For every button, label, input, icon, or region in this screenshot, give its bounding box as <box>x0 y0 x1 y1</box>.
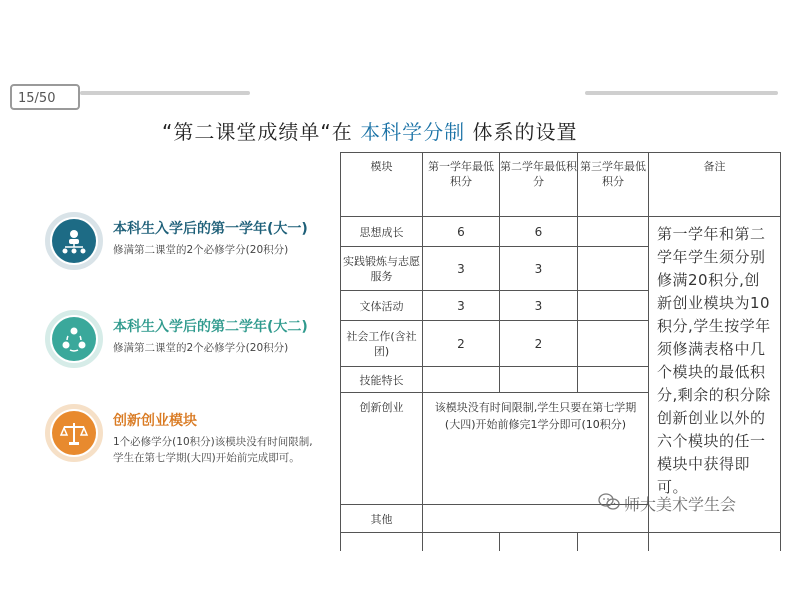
table-row <box>341 217 781 247</box>
row-year2: 3 <box>500 291 578 321</box>
header-year3: 第三学年最低积分 <box>578 153 649 217</box>
balance-scale-icon <box>45 404 103 462</box>
table-row <box>341 533 781 551</box>
watermark-text: 师大美术学生会 <box>624 495 737 514</box>
row-year3 <box>578 533 649 551</box>
row-year3 <box>578 291 649 321</box>
row-module <box>341 533 423 551</box>
innovation-text: 该模块没有时间限制,学生只要在第七学期(大四)开始前修完1学分即可(10积分) <box>423 393 649 505</box>
row-module: 社会工作(含社团) <box>341 321 423 367</box>
first-year-title: 本科生入学后的第一学年(大一) <box>113 221 308 237</box>
row-year1: 6 <box>423 217 500 247</box>
innovation-title: 创新创业模块 <box>113 413 197 429</box>
title-prefix: “第二课堂成绩单“在 <box>162 120 361 144</box>
innovation-module: 创新创业 <box>341 393 423 505</box>
row-year3 <box>578 321 649 367</box>
table-header-row <box>341 153 781 217</box>
row-module: 技能特长 <box>341 367 423 393</box>
page-counter: 15/50 <box>10 84 80 110</box>
row-module: 思想成长 <box>341 217 423 247</box>
row-year1: 3 <box>423 247 500 291</box>
header-rule-left <box>80 91 250 95</box>
wechat-icon <box>598 493 620 515</box>
row-year2 <box>500 533 578 551</box>
row-year1 <box>423 367 500 393</box>
row-notes <box>649 533 781 551</box>
second-year-desc: 修满第二课堂的2个必修学分(20积分) <box>113 342 289 354</box>
other-module: 其他 <box>341 505 423 533</box>
row-year3 <box>578 217 649 247</box>
row-module: 文体活动 <box>341 291 423 321</box>
row-year2 <box>500 367 578 393</box>
row-year3 <box>578 247 649 291</box>
row-year1: 2 <box>423 321 500 367</box>
row-year2: 6 <box>500 217 578 247</box>
header-module: 模块 <box>341 153 423 217</box>
watermark <box>598 492 736 515</box>
innovation-desc: 1个必修学分(10积分)该模块没有时间限制,学生在第七学期(大四)开始前完成即可。 <box>113 436 313 464</box>
notes-cell: 第一学年和第二学年学生须分别修满20积分,创新创业模块为10积分,学生按学年须修满表格中几个模块的最低积分,剩余的积分除创新创业以外的六个模块的任一模块中获得即可。 <box>649 217 781 533</box>
row-year1 <box>423 533 500 551</box>
people-network-icon <box>45 212 103 270</box>
header-notes: 备注 <box>649 153 781 217</box>
row-year2: 3 <box>500 247 578 291</box>
first-year-desc: 修满第二课堂的2个必修学分(20积分) <box>113 244 289 256</box>
team-cycle-icon <box>45 310 103 368</box>
row-module: 实践锻炼与志愿服务 <box>341 247 423 291</box>
title-suffix: 体系的设置 <box>465 120 578 144</box>
slide-title <box>162 116 682 145</box>
title-highlight: 本科学分制 <box>360 120 466 144</box>
header-year1: 第一学年最低积分 <box>423 153 500 217</box>
credit-table <box>340 152 781 551</box>
header-year2: 第二学年最低积分 <box>500 153 578 217</box>
row-year1: 3 <box>423 291 500 321</box>
row-year3 <box>578 367 649 393</box>
header-rule-right <box>585 91 778 95</box>
second-year-title: 本科生入学后的第二学年(大二) <box>113 319 308 335</box>
row-year2: 2 <box>500 321 578 367</box>
